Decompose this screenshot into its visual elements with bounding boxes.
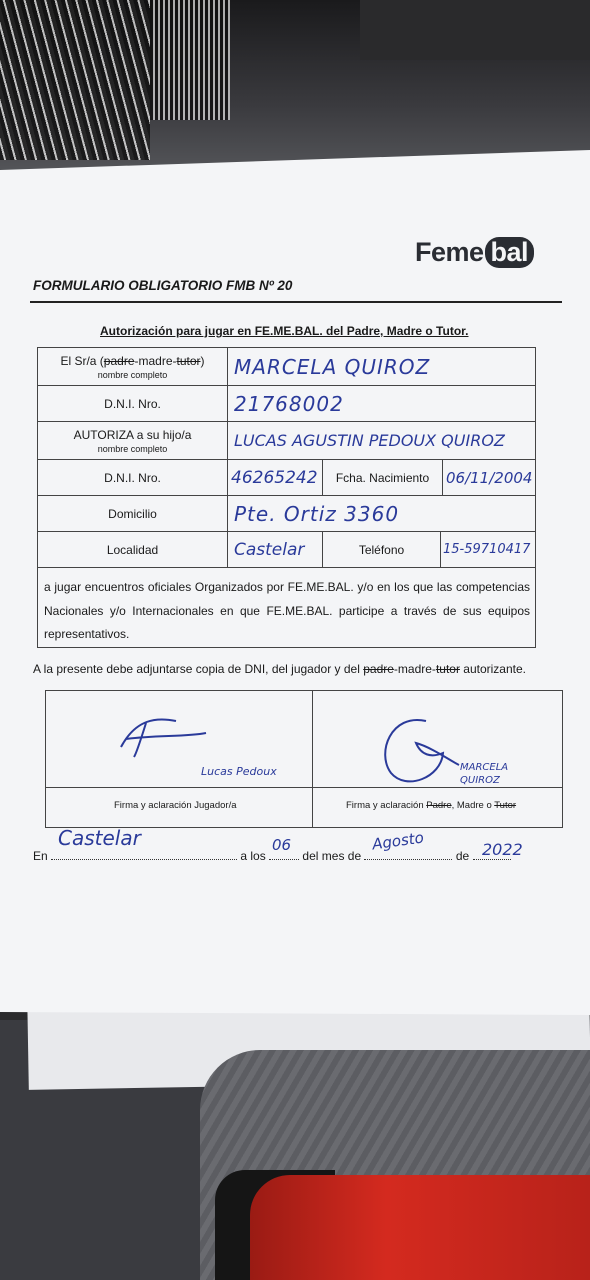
table-row-parent-dni [38, 386, 535, 422]
parent-label: El Sr/a (padre-madre-tutor) [60, 353, 205, 368]
child-dni-value: 46265242 [228, 460, 323, 495]
dni-label: D.N.I. Nro. [38, 386, 228, 421]
authorization-table [37, 347, 536, 648]
en-label: En [33, 849, 48, 863]
form-subtitle: Autorización para jugar en FE.ME.BAL. del Padre, Madre o Tutor. [100, 324, 469, 338]
day-value: 06 [272, 836, 292, 854]
fabric-pattern [0, 0, 150, 160]
address-value: Pte. Ortiz 3360 [234, 501, 400, 526]
place-value: Castelar [58, 826, 141, 850]
table-row-parent-name [38, 348, 535, 386]
telefono-label: Teléfono [323, 532, 441, 567]
red-cloth [250, 1175, 590, 1280]
table-row-child-name [38, 422, 535, 460]
fabric-pattern-2 [150, 0, 230, 120]
parent-signature-label: Firma y aclaración Padre, Madre o Tutor [346, 800, 517, 811]
table-row-city [38, 532, 535, 568]
player-signature-scribble [106, 709, 216, 759]
month-value: Agosto [370, 828, 425, 854]
parent-dni-value: 21768002 [234, 391, 344, 416]
de-label: de [455, 849, 470, 863]
player-signature-label: Firma y aclaración Jugador/a [114, 800, 237, 811]
table-row-paragraph [38, 568, 535, 647]
year-value: 2022 [482, 840, 523, 859]
a-los-label: a los [240, 849, 266, 863]
parent-label-cell [38, 348, 228, 385]
birthdate-label: Fcha. Nacimiento [323, 460, 443, 495]
parent-name-value: MARCELA QUIROZ [234, 354, 431, 379]
dark-surface [360, 0, 590, 60]
domicilio-label: Domicilio [38, 496, 228, 531]
title-rule [30, 301, 562, 303]
localidad-label: Localidad [38, 532, 228, 567]
table-row-address [38, 496, 535, 532]
parent-signature-name: MARCELA QUIROZ [460, 762, 509, 786]
form-title: FORMULARIO OBLIGATORIO FMB Nº 20 [33, 278, 293, 293]
signature-box [45, 690, 563, 828]
player-signature-name: Lucas Pedoux [201, 765, 277, 778]
parent-signature-scribble [371, 713, 461, 785]
femebal-logo: Feme bal [415, 237, 534, 268]
city-value: Castelar [228, 532, 323, 567]
dni-label-2: D.N.I. Nro. [38, 460, 228, 495]
nombre-completo-label-2: nombre completo [97, 443, 168, 454]
authorization-paragraph: a jugar encuentros oficiales Organizados por FE.ME.BAL. y/o en los que las competencias Nacionales y/o Internacionales en que FE.ME.BAL. participe a través de sus equipos representativos. [44, 580, 530, 641]
birthdate-value: 06/11/2004 [446, 468, 533, 487]
child-label-cell [38, 422, 228, 459]
place-dots [51, 849, 237, 860]
autoriza-label: AUTORIZA a su hijo/a [73, 427, 192, 442]
dni-attachment-note: A la presente debe adjuntarse copia de DNI, del jugador y del padre-madre-tutor autorizante. [33, 662, 526, 676]
nombre-completo-label: nombre completo [97, 369, 168, 380]
phone-value: 15-59710417 [443, 542, 531, 557]
child-name-value: LUCAS AGUSTIN PEDOUX QUIROZ [234, 431, 505, 450]
table-row-child-dni [38, 460, 535, 496]
del-mes-de-label: del mes de [302, 849, 362, 863]
signature-baseline [46, 787, 562, 788]
signature-divider [312, 691, 313, 827]
